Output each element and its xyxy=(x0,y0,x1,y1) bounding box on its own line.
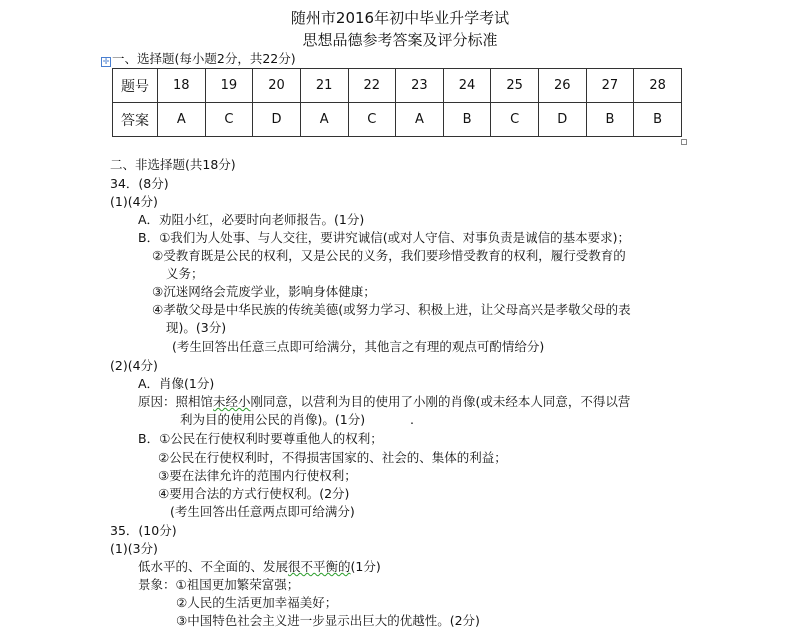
q34-1-answer-b: B．①我们为人处事、与人交往，要讲究诚信(或对人守信、对事负责是诚信的基本要求)； xyxy=(138,230,631,245)
table-cell: D xyxy=(539,103,587,137)
stray-dot: . xyxy=(410,412,414,427)
q34-2-reason-text-rest: 刚同意，以营利为目的使用了小刚的肖像(或未经本人同意，不得以营 xyxy=(250,394,631,409)
q35-1-scene-point-3: ③中国特色社会主义进一步显示出巨大的优越性。(2分) xyxy=(176,613,480,628)
q34-2-answer-b: B．①公民在行使权利时要尊重他人的权利； xyxy=(138,431,383,446)
table-cell: A xyxy=(300,103,348,137)
q35-1-answer-text: 低水平的、不全面的、发展 xyxy=(138,559,289,574)
q34-1-scoring-note: (考生回答出任意三点即可给满分，其他言之有理的观点可酌情给分) xyxy=(172,339,545,354)
q34-1-answer-a: A．劝阻小红，必要时向老师报告。(1分) xyxy=(138,212,365,227)
table-move-handle-icon[interactable]: ✛ xyxy=(102,57,110,66)
table-cell: A xyxy=(158,103,206,137)
q34-2-reason-text: 原因：照相馆 xyxy=(138,394,214,409)
q34-2-reason-cont: 利为目的使用公民的肖像)。(1分) xyxy=(180,412,366,427)
question-35-heading: 35．(10分) xyxy=(110,523,177,538)
table-row xyxy=(113,69,682,103)
table-cell: 27 xyxy=(586,69,634,103)
q35-part-1: (1)(3分) xyxy=(110,541,158,556)
q35-1-scene: 景象：①祖国更加繁荣富强； xyxy=(138,577,300,592)
q34-1-point-3: ③沉迷网络会荒废学业，影响身体健康； xyxy=(152,284,376,299)
spellcheck-mark: 很不平衡的 xyxy=(288,559,351,574)
table-cell: C xyxy=(205,103,253,137)
q34-2-answer-a xyxy=(138,375,214,393)
section-2-heading: 二、非选择题(共18分) xyxy=(110,157,236,172)
q34-2-answer-a-text: A．肖像(1分) xyxy=(138,376,215,391)
table-row xyxy=(113,103,682,137)
q34-1-point-4-cont: 现)。(3分) xyxy=(166,320,227,335)
table-cell: 28 xyxy=(634,69,682,103)
table-cell: B xyxy=(586,103,634,137)
row-label-answer: 答案 xyxy=(113,103,158,137)
q35-1-scene-point-2: ②人民的生活更加幸福美好； xyxy=(176,595,338,610)
table-cell: 19 xyxy=(205,69,253,103)
table-cell: 22 xyxy=(348,69,396,103)
table-cell: 18 xyxy=(158,69,206,103)
section-1-heading: 一、选择题(每小题2分，共22分) xyxy=(112,51,296,66)
document-subtitle: 思想品德参考答案及评分标准 xyxy=(302,31,498,49)
table-cell: B xyxy=(634,103,682,137)
table-cell: B xyxy=(443,103,491,137)
spellcheck-mark: 未经小 xyxy=(213,394,251,409)
q34-part-1: (1)(4分) xyxy=(110,194,158,209)
table-cell: 26 xyxy=(539,69,587,103)
row-label-number: 题号 xyxy=(113,69,158,103)
q34-2-point-2: ②公民在行使权利时，不得损害国家的、社会的、集体的利益； xyxy=(158,450,507,465)
table-cell: C xyxy=(491,103,539,137)
table-cell: A xyxy=(396,103,444,137)
table-cell: C xyxy=(348,103,396,137)
q34-2-reason xyxy=(138,393,630,411)
q35-1-answer xyxy=(138,558,381,576)
table-resize-handle[interactable] xyxy=(681,139,687,145)
q34-2-point-4: ④要用合法的方式行使权利。(2分) xyxy=(158,486,350,501)
q34-2-scoring-note: (考生回答出任意两点即可给满分) xyxy=(170,504,355,519)
table-cell: 25 xyxy=(491,69,539,103)
table-cell: 20 xyxy=(253,69,301,103)
q34-1-point-4: ④孝敬父母是中华民族的传统美德(或努力学习、积极上进，让父母高兴是孝敬父母的表 xyxy=(152,302,631,317)
table-cell: D xyxy=(253,103,301,137)
answer-table xyxy=(112,68,682,137)
table-cell: 21 xyxy=(300,69,348,103)
q34-1-point-2-cont: 义务； xyxy=(166,266,204,281)
table-cell: 23 xyxy=(396,69,444,103)
q34-part-2: (2)(4分) xyxy=(110,358,158,373)
q34-2-point-3: ③要在法律允许的范围内行使权利； xyxy=(158,468,357,483)
q34-1-point-2: ②受教育既是公民的权利，又是公民的义务，我们要珍惜受教育的权利，履行受教育的 xyxy=(152,248,626,263)
q35-1-answer-score: (1分) xyxy=(350,559,381,574)
question-34-heading: 34．(8分) xyxy=(110,176,169,191)
document-title: 随州市2016年初中毕业升学考试 xyxy=(290,9,510,27)
table-cell: 24 xyxy=(443,69,491,103)
